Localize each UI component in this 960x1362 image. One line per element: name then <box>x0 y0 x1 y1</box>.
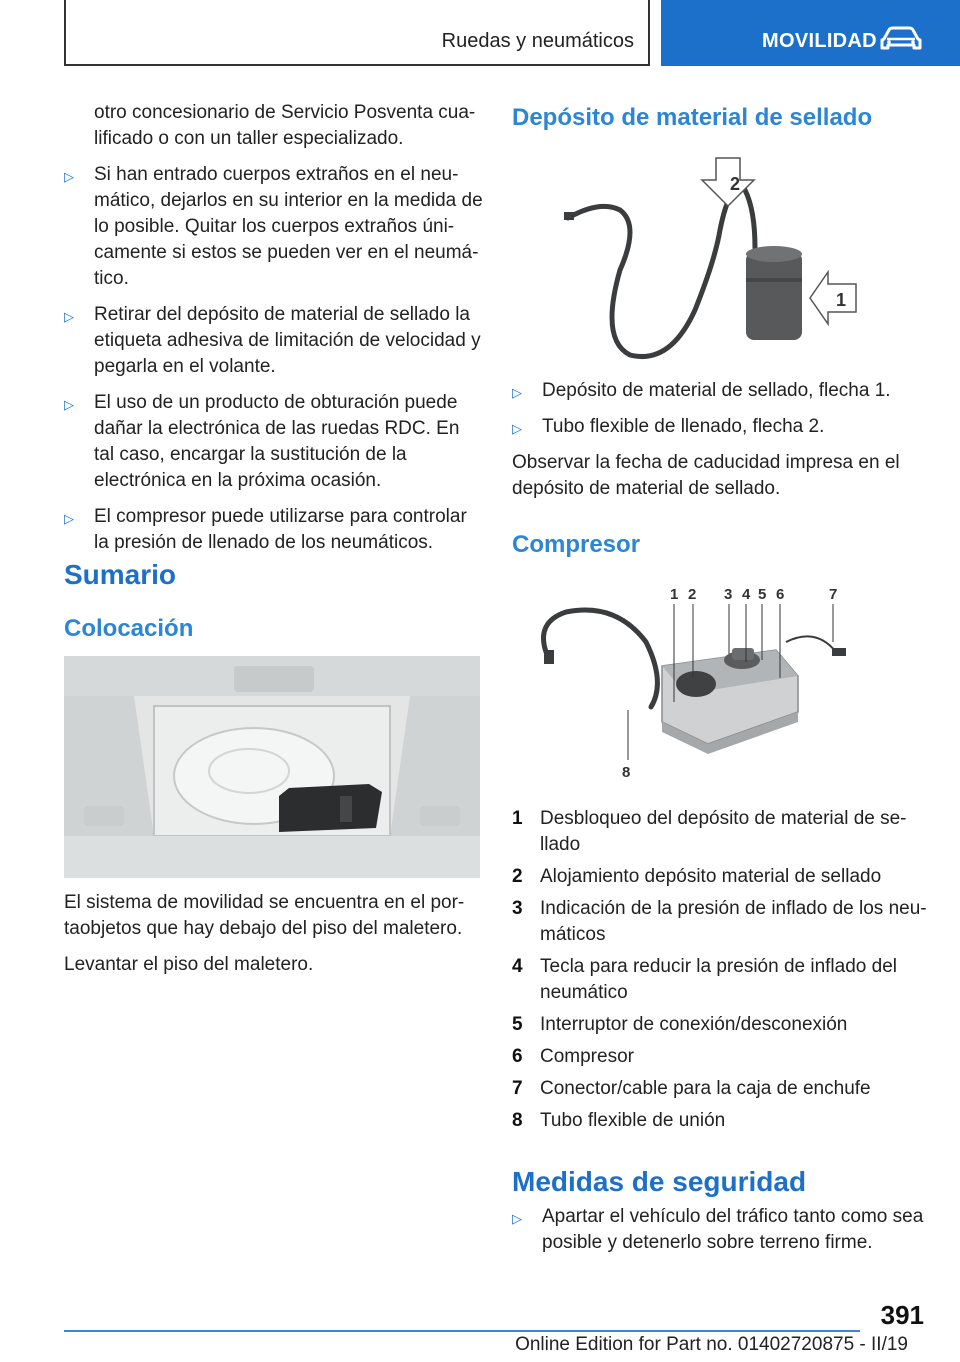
heading-seguridad: Medidas de seguridad <box>512 1166 807 1197</box>
callout-label-2: 2 <box>730 174 741 194</box>
legend-item <box>512 864 932 890</box>
legend-item <box>512 1012 932 1038</box>
list-item <box>512 1204 932 1256</box>
list-item <box>512 378 932 404</box>
triangle-bullet-icon: ▷ <box>64 309 74 324</box>
triangle-bullet-icon: ▷ <box>512 421 522 436</box>
bullet-text: Si han entrado cuerpos extraños en el neu-mático, dejarlos en su interior en la medida de lo posible. Quitar los cuerpos extraños úni-camente si estos se pueden ver en el neumá-tico. <box>94 164 483 289</box>
heading-sumario: Sumario <box>64 559 177 590</box>
legend-text: Interruptor de conexión/desconexión <box>540 1014 848 1035</box>
paragraph: Levantar el piso del maletero. <box>64 954 314 975</box>
legend-number: 5 <box>512 1014 523 1035</box>
legend-item <box>512 896 932 948</box>
deposito-text <box>512 378 932 502</box>
header-section-box <box>64 0 650 66</box>
legend-item <box>512 954 932 1006</box>
callout-label-4: 4 <box>742 586 751 603</box>
list-item <box>64 162 484 292</box>
bullet-text: El uso de un producto de obturación puede dañar la electrónica de las ruedas RDC. En tal caso, encargar la sustitución de la electrónica en la próxima ocasión. <box>94 392 460 491</box>
seguridad-text <box>512 1204 932 1266</box>
bullet-text: Depósito de material de sellado, flecha 1. <box>542 380 891 401</box>
callout-label-1: 1 <box>670 586 679 603</box>
bullet-text: El compresor puede utilizarse para controlar la presión de llenado de los neumáticos. <box>94 506 467 553</box>
callout-label-7: 7 <box>829 586 838 603</box>
triangle-bullet-icon: ▷ <box>512 1211 522 1226</box>
callout-label-2: 2 <box>688 586 697 603</box>
legend-number: 3 <box>512 898 523 919</box>
callout-label-3: 3 <box>724 586 733 603</box>
triangle-bullet-icon: ▷ <box>512 385 522 400</box>
legend-item <box>512 1044 932 1070</box>
triangle-bullet-icon: ▷ <box>64 397 74 412</box>
section-title: Ruedas y neumáticos <box>441 30 634 52</box>
list-item <box>64 504 484 556</box>
bullet-text: Retirar del depósito de material de sellado la etiqueta adhesiva de limitación de velocidad y pegarla en el volante. <box>94 304 481 377</box>
callout-label-1: 1 <box>836 290 847 310</box>
legend-number: 6 <box>512 1046 523 1067</box>
legend-number: 4 <box>512 956 523 977</box>
legend-text: Tecla para reducir la presión de inflado del neumático <box>540 956 897 1003</box>
legend-text: Indicación de la presión de inflado de los neu-máticos <box>540 898 927 945</box>
heading-deposito: Depósito de material de sellado <box>512 104 873 131</box>
heading-compresor: Compresor <box>512 531 641 558</box>
legend-item <box>512 1076 932 1102</box>
bullet-text: Apartar el vehículo del tráfico tanto como sea posible y detenerlo sobre terreno firme. <box>542 1206 924 1253</box>
callout-label-5: 5 <box>758 586 767 603</box>
legend-number: 7 <box>512 1078 523 1099</box>
paragraph: El sistema de movilidad se encuentra en el por-taobjetos que hay debajo del piso del maletero. <box>64 892 465 939</box>
trunk-image <box>64 656 480 878</box>
list-item <box>64 390 484 494</box>
intro-continuation: otro concesionario de Servicio Posventa cua-lificado o con un taller especializado. <box>94 102 476 149</box>
callout-label-8: 8 <box>622 764 631 781</box>
paragraph: Observar la fecha de caducidad impresa en el depósito de material de sellado. <box>512 452 900 499</box>
callout-label-6: 6 <box>776 586 785 603</box>
heading-colocacion: Colocación <box>64 615 194 642</box>
left-column <box>64 100 484 566</box>
list-item <box>512 414 932 440</box>
edition-text: Online Edition for Part no. 01402720875 - II/19 <box>515 1334 908 1355</box>
compressor-image <box>536 582 856 782</box>
colocacion-text <box>64 890 484 978</box>
legend-number: 8 <box>512 1110 523 1131</box>
footer-divider <box>64 1330 860 1332</box>
chapter-title: MOVILIDAD <box>762 30 877 52</box>
legend-text: Desbloqueo del depósito de material de se-llado <box>540 808 907 855</box>
car-icon <box>878 26 924 52</box>
triangle-bullet-icon: ▷ <box>64 169 74 184</box>
legend-text: Alojamiento depósito material de sellado <box>540 866 882 887</box>
page-number: 391 <box>880 1300 924 1330</box>
legend-number: 1 <box>512 808 523 829</box>
legend-item <box>512 806 932 858</box>
compresor-legend <box>512 806 932 1140</box>
legend-item <box>512 1108 932 1134</box>
legend-number: 2 <box>512 866 523 887</box>
list-item <box>64 302 484 380</box>
legend-text: Conector/cable para la caja de enchufe <box>540 1078 871 1099</box>
triangle-bullet-icon: ▷ <box>64 511 74 526</box>
sealant-container-image <box>560 150 860 362</box>
legend-text: Compresor <box>540 1046 634 1067</box>
bullet-text: Tubo flexible de llenado, flecha 2. <box>542 416 825 437</box>
legend-text: Tubo flexible de unión <box>540 1110 726 1131</box>
chapter-tab[interactable] <box>661 0 960 66</box>
